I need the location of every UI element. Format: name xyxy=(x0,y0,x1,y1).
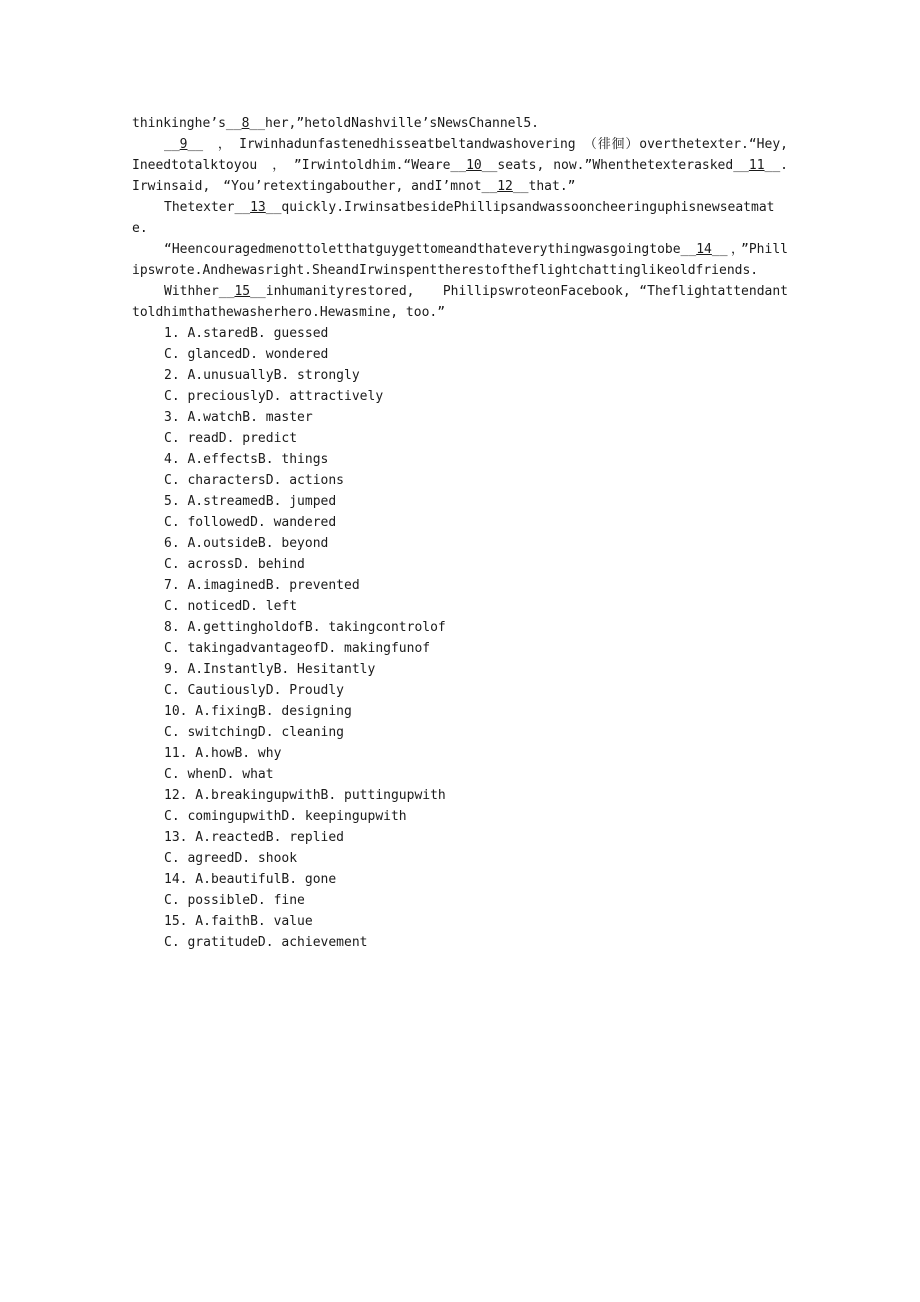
option-line: 10. A.fixingB. designing xyxy=(164,704,352,719)
option-line: C. preciouslyD. attractively xyxy=(164,389,384,404)
passage-paragraph xyxy=(132,134,802,197)
blank-number: 12 xyxy=(497,179,513,194)
option-line: C. acrossD. behind xyxy=(164,557,305,572)
option-line: C. noticedD. left xyxy=(164,599,298,614)
passage-text: __.Irwinsaid, “You’retextingabouther, andI’mnot__ xyxy=(132,158,789,194)
passage xyxy=(132,113,802,323)
passage-text: __her,”hetoldNashville’sNewsChannel5. xyxy=(249,116,539,131)
passage-text: __ xyxy=(164,137,180,152)
option-line: C. possibleD. fine xyxy=(164,893,305,908)
option-line: 12. A.breakingupwithB. puttingupwith xyxy=(164,788,446,803)
option-line: C. comingupwithD. keepingupwith xyxy=(164,809,407,824)
option-line: 9. A.InstantlyB. Hesitantly xyxy=(164,662,376,677)
option-line: 2. A.unusuallyB. strongly xyxy=(164,368,360,383)
blank-number: 8 xyxy=(241,116,250,131)
blank-number: 13 xyxy=(250,200,266,215)
passage-paragraph xyxy=(132,113,788,134)
option-line: 5. A.streamedB. jumped xyxy=(164,494,337,509)
option-line: C. charactersD. actions xyxy=(164,473,345,488)
option-line: C. whenD. what xyxy=(164,767,274,782)
passage-text: __seats, now.”Whenthetexterasked__ xyxy=(481,158,749,173)
passage-text: __inhumanityrestored, PhillipswroteonFacebook, “Theflightattendanttoldhimthathewasherhero.Hewasmine, too.” xyxy=(132,284,788,320)
passage-text: Withher__ xyxy=(164,284,235,299)
passage-text: Thetexter__ xyxy=(164,200,251,215)
passage-text: __quickly.IrwinsatbesidePhillipsandwassooncheeringuphisnewseatmate. xyxy=(132,200,775,236)
passage-text: “Heencouragedmenottoletthatguygettomeandthateverythingwasgoingtobe__ xyxy=(164,242,697,257)
blank-number: 9 xyxy=(179,137,188,152)
option-line: C. readD. predict xyxy=(164,431,298,446)
option-line: 14. A.beautifulB. gone xyxy=(164,872,337,887)
option-line: 4. A.effectsB. things xyxy=(164,452,329,467)
blank-number: 10 xyxy=(466,158,482,173)
option-line: C. takingadvantageofD. makingfunof xyxy=(164,641,431,656)
option-line: C. followedD. wandered xyxy=(164,515,337,530)
option-line: C. agreedD. shook xyxy=(164,851,298,866)
option-line: 13. A.reactedB. replied xyxy=(164,830,345,845)
passage-paragraph xyxy=(132,281,788,323)
option-line: 3. A.watchB. master xyxy=(164,410,313,425)
document-page xyxy=(132,113,802,953)
option-line: C. glancedD. wondered xyxy=(164,347,329,362)
option-line: 8. A.gettingholdofB. takingcontrolof xyxy=(164,620,446,635)
passage-paragraph xyxy=(132,197,788,239)
answer-options xyxy=(132,323,788,953)
option-line: C. gratitudeD. achievement xyxy=(164,935,368,950)
option-line: 1. A.staredB. guessed xyxy=(164,326,329,341)
option-line: 6. A.outsideB. beyond xyxy=(164,536,329,551)
blank-number: 15 xyxy=(234,284,251,299)
passage-text: __that.” xyxy=(512,179,576,194)
passage-text: thinkinghe’s__ xyxy=(132,116,242,131)
passage-paragraph xyxy=(132,239,788,281)
passage-text: __ ， Irwinhadunfastenedhisseatbeltandwashovering （徘徊）overthetexter.“Hey, Ineedtotalktoyou ， ”Irwintoldhim.“Weare__ xyxy=(132,137,802,173)
passage-text: __，”Phillipswrote.Andhewasright.SheandIrwinspenttherestoftheflightchattinglikeoldfriends. xyxy=(132,242,788,278)
option-line: C. CautiouslyD. Proudly xyxy=(164,683,345,698)
option-line: 7. A.imaginedB. prevented xyxy=(164,578,360,593)
option-line: 15. A.faithB. value xyxy=(164,914,313,929)
option-line: C. switchingD. cleaning xyxy=(164,725,345,740)
blank-number: 11 xyxy=(748,158,765,173)
blank-number: 14 xyxy=(696,242,712,257)
option-line: 11. A.howB. why xyxy=(164,746,282,761)
